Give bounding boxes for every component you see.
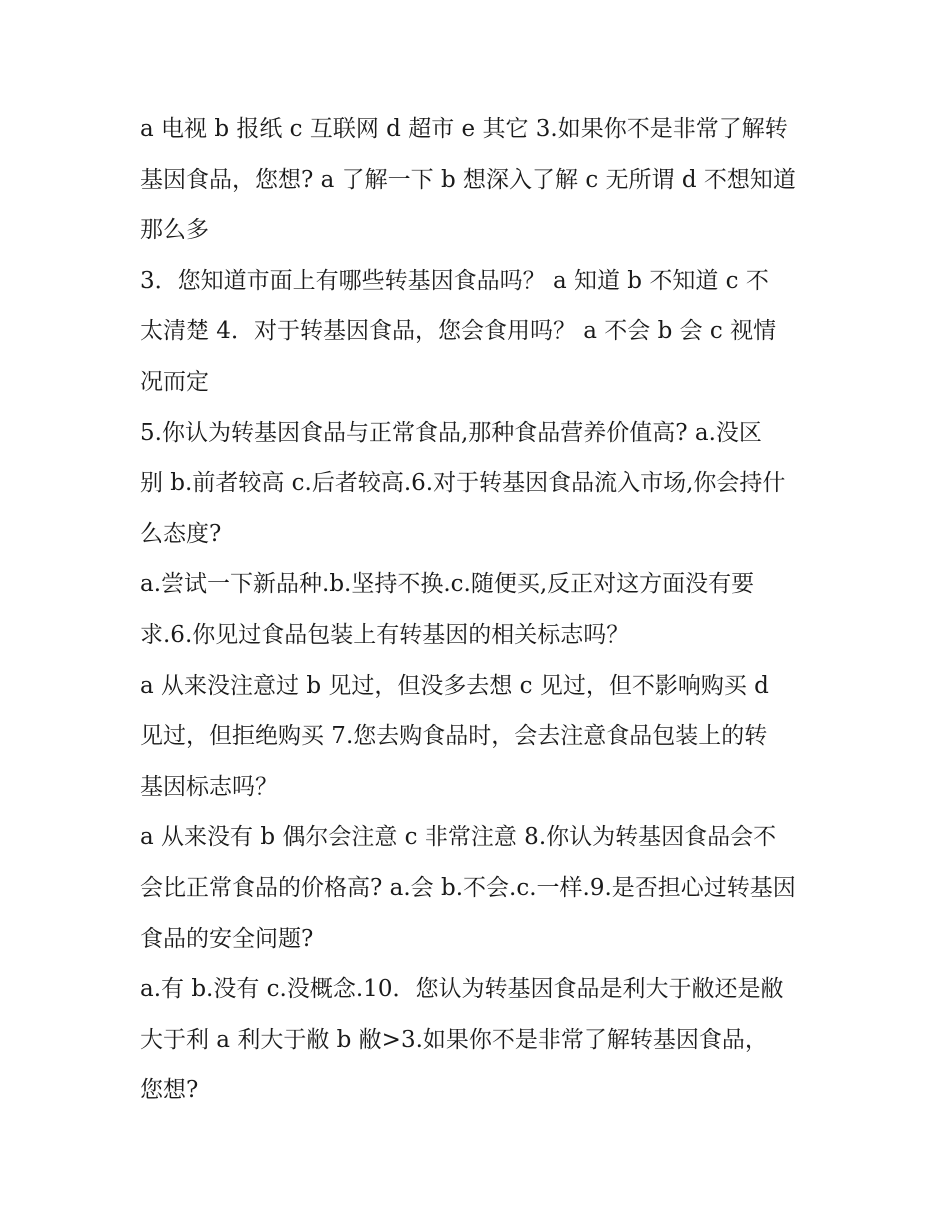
text-line: 会比正常食品的价格高? a.会 b.不会.c.一样.9.是否担心过转基因 — [140, 874, 796, 901]
text-line: 大于利 a 利大于敝 b 敝>3.如果你不是非常了解转基因食品， — [140, 1026, 768, 1053]
text-line: 基因标志吗？ — [140, 773, 278, 800]
text-line: 别 b.前者较高 c.后者较高.6.对于转基因食品流入市场,你会持什 — [140, 470, 786, 497]
text-line: 况而定 — [140, 368, 209, 395]
text-line: 么态度? — [140, 520, 222, 547]
text-line: 3．您知道市面上有哪些转基因食品吗？ a 知道 b 不知道 c 不 — [140, 267, 769, 294]
text-line: 食品的安全问题? — [140, 925, 314, 952]
text-line: a.尝试一下新品种.b.坚持不换.c.随便买,反正对这方面没有要 — [140, 571, 755, 598]
text-line: 那么多 — [140, 217, 209, 244]
text-line: 5.你认为转基因食品与正常食品,那种食品营养价值高? a.没区 — [140, 419, 762, 446]
text-line: 求.6.你见过食品包装上有转基因的相关标志吗？ — [140, 621, 630, 648]
text-line: 见过，但拒绝购买 7.您去购食品时，会去注意食品包装上的转 — [140, 723, 768, 750]
text-line: a 从来没有 b 偶尔会注意 c 非常注意 8.你认为转基因食品会不 — [140, 824, 777, 851]
text-line: a 电视 b 报纸 c 互联网 d 超市 e 其它 3.如果你不是非常了解转 — [140, 116, 788, 142]
text-line: 基因食品，您想? a 了解一下 b 想深入了解 c 无所谓 d 不想知道 — [140, 166, 796, 193]
text-line: a 从来没注意过 b 见过，但没多去想 c 见过，但不影响购买 d — [140, 672, 769, 699]
document-body — [140, 104, 812, 1116]
text-line: a.有 b.没有 c.没概念.10．您认为转基因食品是利大于敝还是敝 — [140, 976, 784, 1003]
text-line: 太清楚 4．对于转基因食品，您会食用吗？ a 不会 b 会 c 视情 — [140, 318, 777, 345]
text-line: 您想? — [140, 1077, 199, 1104]
